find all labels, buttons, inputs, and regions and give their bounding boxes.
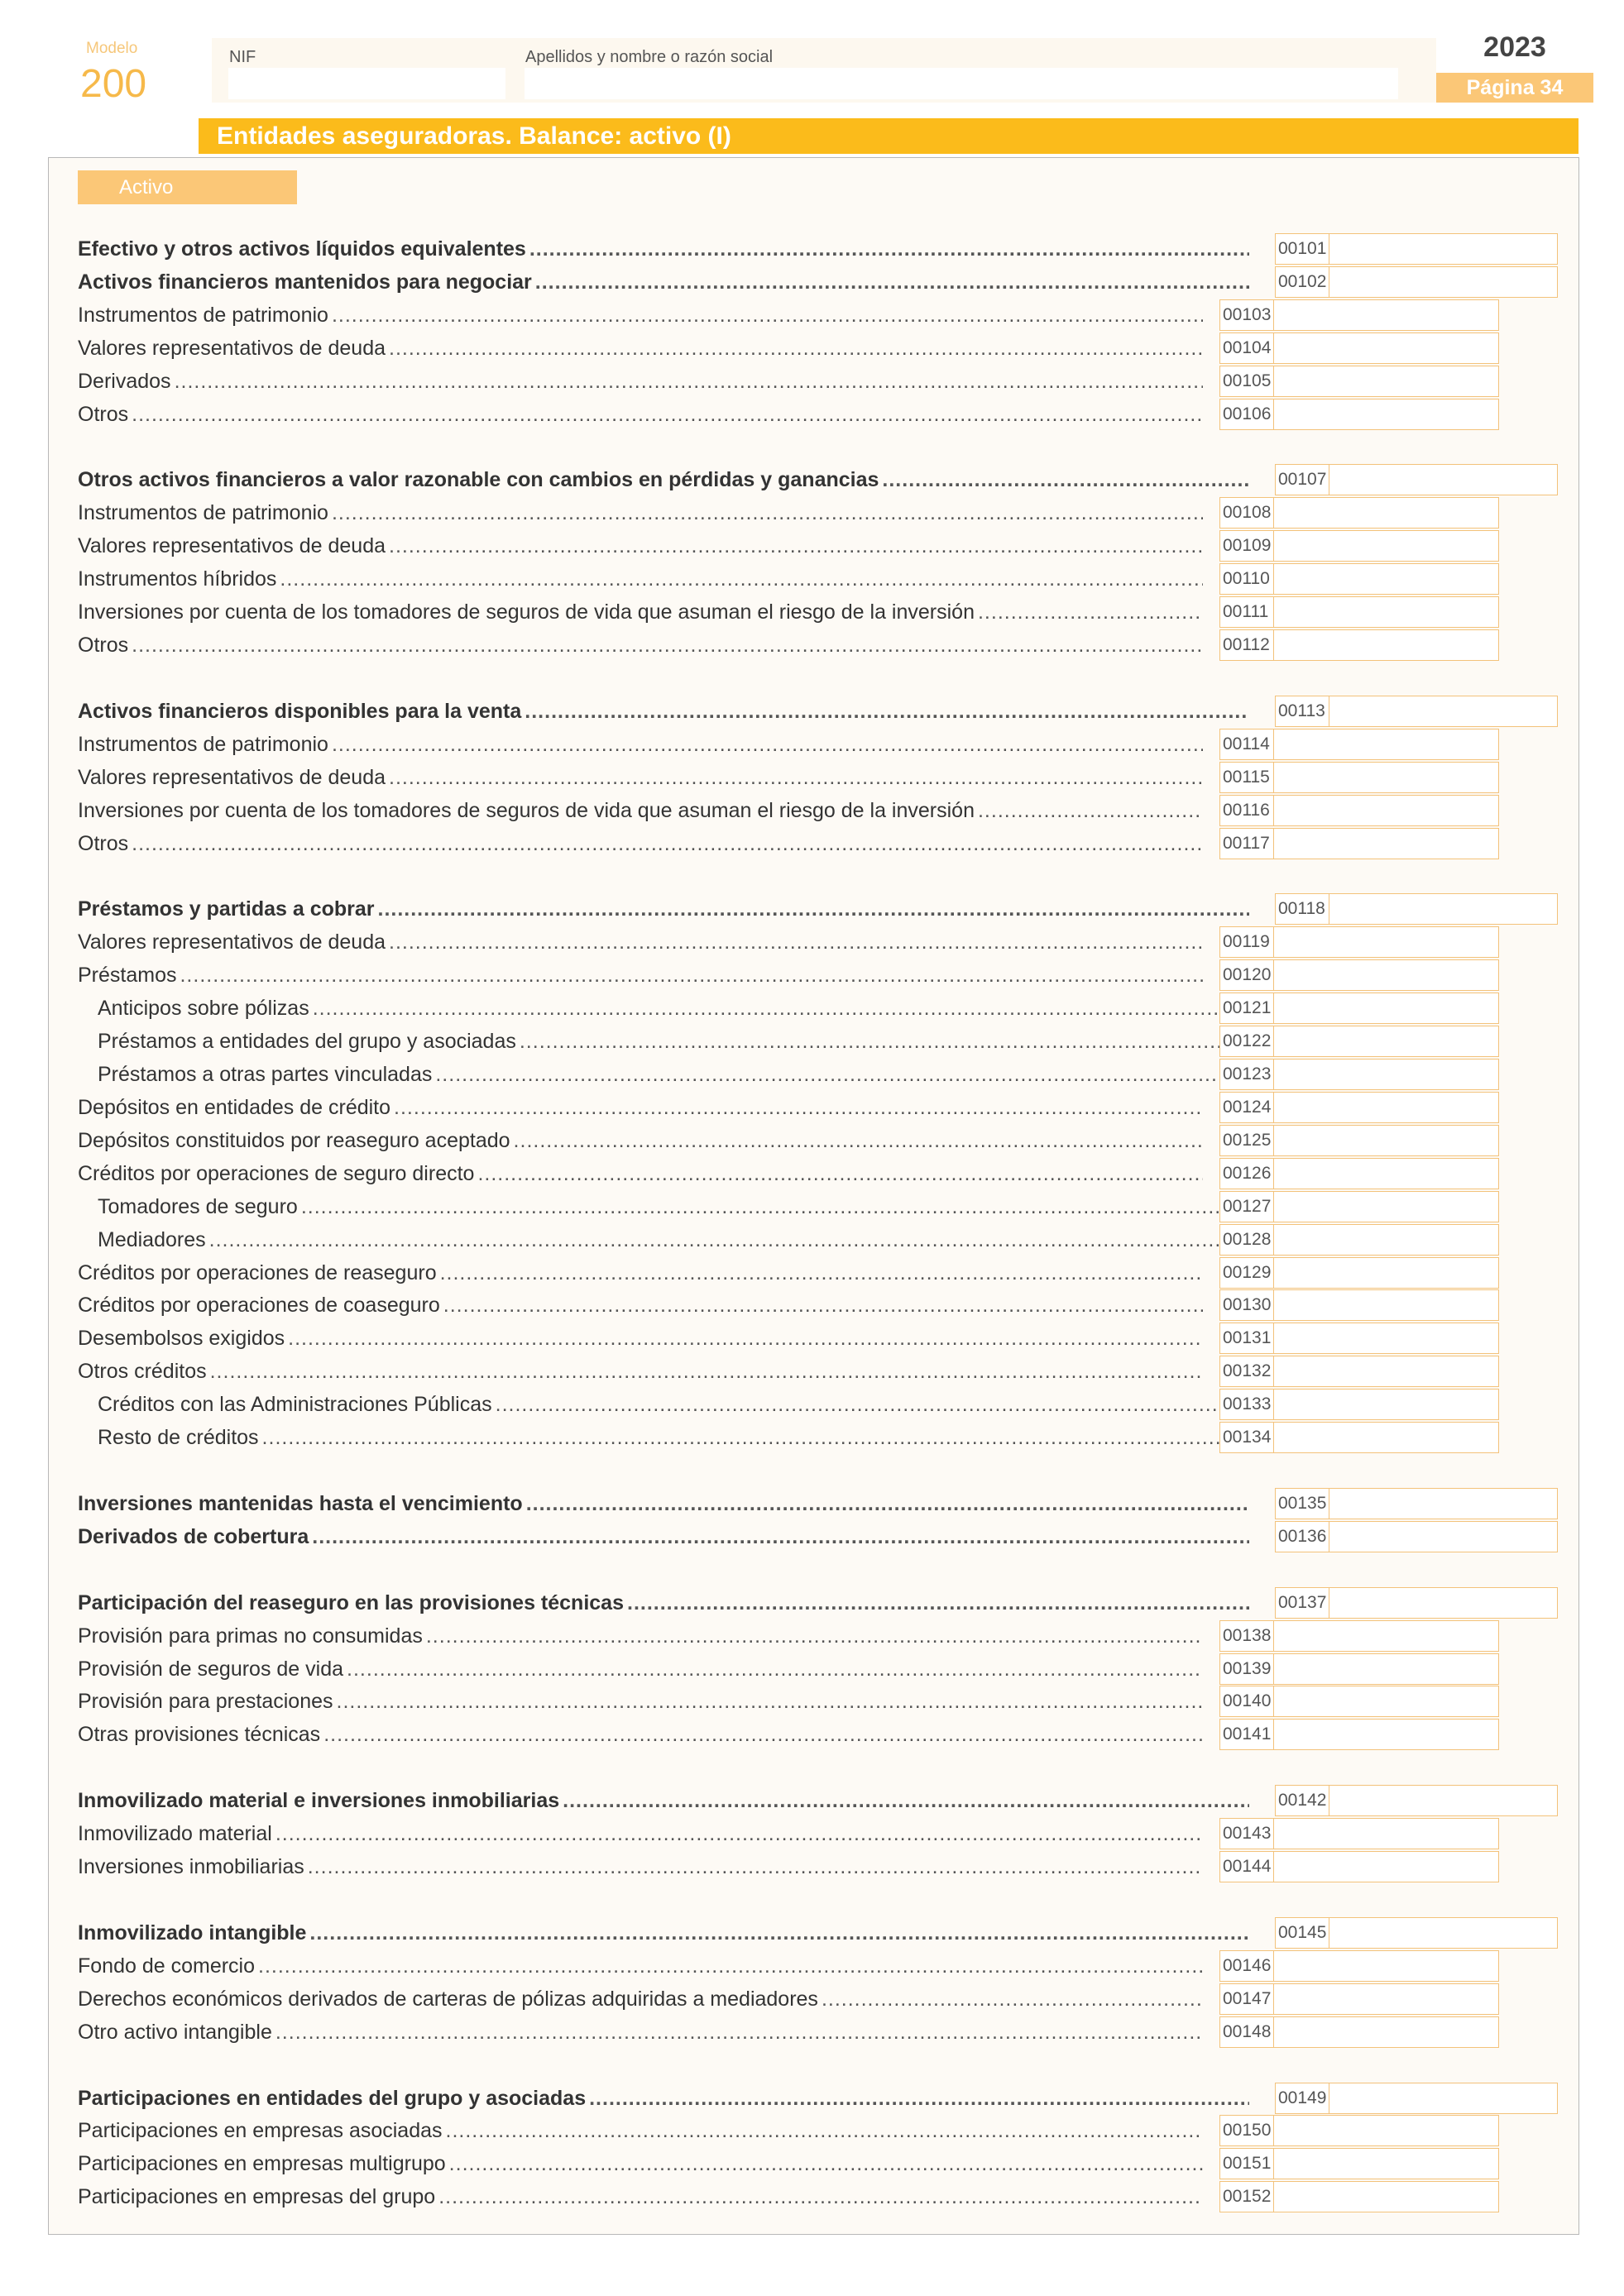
amount-field[interactable] <box>1274 497 1499 529</box>
amount-field[interactable] <box>1329 266 1558 298</box>
row-code: 00144 <box>1219 1851 1274 1882</box>
row-label <box>78 398 1203 431</box>
row-label-text: Otros <box>78 634 132 657</box>
form-row-00107 <box>0 463 1624 496</box>
form-row-00117 <box>0 827 1624 860</box>
row-label-text: Participaciones en empresas del grupo <box>78 2185 438 2208</box>
row-code: 00143 <box>1219 1818 1274 1849</box>
amount-field[interactable] <box>1274 2181 1499 2212</box>
row-label <box>78 232 1249 265</box>
row-label <box>78 365 1203 398</box>
row-label <box>78 2082 1249 2115</box>
amount-field[interactable] <box>1274 762 1499 793</box>
form-row-00109 <box>0 529 1624 562</box>
row-label-text: Otras provisiones técnicas <box>78 1723 323 1746</box>
row-code: 00146 <box>1219 1950 1274 1982</box>
amount-field[interactable] <box>1274 1356 1499 1387</box>
row-label-text: Préstamos y partidas a cobrar <box>78 897 378 921</box>
row-label-text: Inmovilizado intangible <box>78 1921 309 1944</box>
row-label <box>78 2180 1203 2213</box>
row-code: 00124 <box>1219 1092 1274 1123</box>
row-code: 00126 <box>1219 1158 1274 1189</box>
amount-field[interactable] <box>1274 563 1499 595</box>
amount-field[interactable] <box>1274 2115 1499 2146</box>
row-label-text: Valores representativos de deuda <box>78 766 389 789</box>
row-code: 00115 <box>1219 762 1274 793</box>
form-row-00120 <box>0 959 1624 992</box>
row-label-text: Préstamos <box>78 964 180 987</box>
row-code: 00145 <box>1275 1917 1329 1949</box>
row-label <box>78 1289 1203 1322</box>
form-row-00128 <box>0 1223 1624 1256</box>
row-label <box>78 2016 1203 2049</box>
amount-field[interactable] <box>1274 332 1499 364</box>
row-label <box>78 562 1203 596</box>
row-label-text: Inmovilizado material <box>78 1822 275 1845</box>
amount-field[interactable] <box>1274 2148 1499 2179</box>
amount-field[interactable] <box>1329 2083 1558 2114</box>
amount-field[interactable] <box>1274 1059 1499 1090</box>
row-label-text: Valores representativos de deuda <box>78 930 389 954</box>
form-row-00130 <box>0 1289 1624 1322</box>
row-label-text: Otro activo intangible <box>78 2021 275 2044</box>
row-label <box>98 1190 1223 1223</box>
row-label-text: Valores representativos de deuda <box>78 534 389 557</box>
row-label-text: Mediadores <box>98 1228 209 1251</box>
row-label-text: Inversiones por cuenta de los tomadores de seguros de vida que asuman el riesgo de la inversión <box>78 799 978 822</box>
row-code: 00120 <box>1219 959 1274 991</box>
row-label <box>78 1817 1203 1850</box>
row-code: 00119 <box>1219 926 1274 958</box>
amount-field[interactable] <box>1329 233 1558 265</box>
row-code: 00149 <box>1275 2083 1329 2114</box>
form-row-00135 <box>0 1487 1624 1520</box>
amount-field[interactable] <box>1329 1488 1558 1519</box>
form-row-00118 <box>0 892 1624 926</box>
row-label-text: Inmovilizado material e inversiones inmobiliarias <box>78 1789 563 1812</box>
row-code: 00134 <box>1219 1422 1274 1453</box>
row-code: 00113 <box>1275 696 1329 727</box>
row-label-text: Otros créditos <box>78 1360 210 1383</box>
row-code: 00123 <box>1219 1059 1274 1090</box>
amount-field[interactable] <box>1274 1653 1499 1685</box>
row-code: 00151 <box>1219 2148 1274 2179</box>
row-label <box>78 1322 1203 1355</box>
row-label-text: Tomadores de seguro <box>98 1195 301 1218</box>
amount-field[interactable] <box>1274 993 1499 1024</box>
row-label <box>78 794 1203 827</box>
form-row-00127 <box>0 1190 1624 1223</box>
row-label <box>78 827 1203 860</box>
amount-field[interactable] <box>1274 1289 1499 1321</box>
form-row-00147 <box>0 1983 1624 2016</box>
row-label <box>78 529 1203 562</box>
amount-field[interactable] <box>1274 399 1499 430</box>
row-label <box>98 1025 1223 1058</box>
form-row-00132 <box>0 1355 1624 1388</box>
amount-field[interactable] <box>1274 299 1499 331</box>
amount-field[interactable] <box>1274 1422 1499 1453</box>
row-code: 00110 <box>1219 563 1274 595</box>
row-label-text: Participaciones en empresas asociadas <box>78 2119 446 2142</box>
row-code: 00103 <box>1219 299 1274 331</box>
row-label <box>98 1421 1223 1454</box>
row-label-text: Otros <box>78 832 132 855</box>
row-code: 00131 <box>1219 1323 1274 1354</box>
row-label <box>78 299 1203 332</box>
form-row-00148 <box>0 2016 1624 2049</box>
row-label <box>78 332 1203 365</box>
row-label-text: Inversiones mantenidas hasta el vencimiento <box>78 1492 526 1515</box>
form-row-00142 <box>0 1784 1624 1817</box>
amount-field[interactable] <box>1274 1983 1499 2015</box>
row-label-text: Derivados <box>78 370 175 393</box>
row-code: 00117 <box>1219 828 1274 859</box>
amount-field[interactable] <box>1274 1257 1499 1289</box>
row-code: 00148 <box>1219 2016 1274 2048</box>
form-row-00110 <box>0 562 1624 596</box>
amount-field[interactable] <box>1274 1620 1499 1652</box>
row-label <box>98 1223 1223 1256</box>
form-row-00122 <box>0 1025 1624 1058</box>
row-label-text: Anticipos sobre pólizas <box>98 997 313 1020</box>
row-label <box>78 2114 1203 2147</box>
row-label-text: Instrumentos de patrimonio <box>78 501 332 524</box>
amount-field[interactable] <box>1329 1917 1558 1949</box>
amount-field[interactable] <box>1274 1950 1499 1982</box>
row-label <box>98 1058 1223 1091</box>
form-row-00138 <box>0 1619 1624 1653</box>
row-code: 00135 <box>1275 1488 1329 1519</box>
row-code: 00127 <box>1219 1191 1274 1222</box>
form-row-00137 <box>0 1586 1624 1619</box>
amount-field[interactable] <box>1274 629 1499 661</box>
form-row-00121 <box>0 992 1624 1025</box>
amount-field[interactable] <box>1329 1587 1558 1619</box>
row-label <box>78 1850 1203 1883</box>
form-row-00145 <box>0 1916 1624 1949</box>
form-row-00113 <box>0 695 1624 728</box>
amount-field[interactable] <box>1274 926 1499 958</box>
form-row-00141 <box>0 1718 1624 1751</box>
row-label <box>78 1091 1203 1124</box>
nombre-label: Apellidos y nombre o razón social <box>525 48 774 66</box>
row-code: 00116 <box>1219 795 1274 826</box>
row-label <box>78 1124 1203 1157</box>
form-row-00129 <box>0 1256 1624 1289</box>
row-code: 00140 <box>1219 1686 1274 1717</box>
row-code: 00129 <box>1219 1257 1274 1289</box>
form-row-00152 <box>0 2180 1624 2213</box>
row-label-text: Créditos con las Administraciones Públicas <box>98 1393 496 1416</box>
row-code: 00104 <box>1219 332 1274 364</box>
row-label <box>78 1718 1203 1751</box>
row-code: 00105 <box>1219 366 1274 397</box>
form-row-00106 <box>0 398 1624 431</box>
form-row-00126 <box>0 1157 1624 1190</box>
form-row-00125 <box>0 1124 1624 1157</box>
row-code: 00132 <box>1219 1356 1274 1387</box>
row-label <box>78 695 1249 728</box>
row-label <box>78 959 1203 992</box>
row-label <box>78 1685 1203 1718</box>
row-label-text: Otros activos financieros a valor razonable con cambios en pérdidas y ganancias <box>78 468 882 491</box>
form-year: 2023 <box>1483 31 1546 63</box>
row-label-text: Provisión para primas no consumidas <box>78 1624 426 1648</box>
row-label-text: Valores representativos de deuda <box>78 337 389 360</box>
row-label <box>78 265 1249 299</box>
amount-field[interactable] <box>1274 366 1499 397</box>
form-row-00101 <box>0 232 1624 265</box>
row-code: 00142 <box>1275 1785 1329 1816</box>
form-row-00108 <box>0 496 1624 529</box>
row-label-text: Desembolsos exigidos <box>78 1327 288 1350</box>
nif-label: NIF <box>229 48 256 66</box>
row-code: 00101 <box>1275 233 1329 265</box>
amount-field[interactable] <box>1274 2016 1499 2048</box>
page-title: Entidades aseguradoras. Balance: activo (I) <box>199 118 1578 154</box>
row-label <box>78 761 1203 794</box>
amount-field[interactable] <box>1274 1026 1499 1057</box>
row-code: 00141 <box>1219 1719 1274 1750</box>
form-row-00112 <box>0 629 1624 662</box>
amount-field[interactable] <box>1274 1851 1499 1882</box>
row-label <box>78 1520 1249 1553</box>
row-label-text: Derivados de cobertura <box>78 1525 312 1548</box>
row-label-text: Efectivo y otros activos líquidos equivalentes <box>78 237 529 261</box>
form-row-00150 <box>0 2114 1624 2147</box>
row-code: 00106 <box>1219 399 1274 430</box>
amount-field[interactable] <box>1274 1191 1499 1222</box>
row-label <box>78 728 1203 761</box>
row-label <box>98 992 1223 1025</box>
form-row-00144 <box>0 1850 1624 1883</box>
row-label <box>78 1619 1203 1653</box>
amount-field[interactable] <box>1274 1224 1499 1256</box>
row-label-text: Inversiones por cuenta de los tomadores de seguros de vida que asuman el riesgo de la inversión <box>78 600 978 624</box>
row-label <box>78 1916 1249 1949</box>
row-label-text: Provisión de seguros de vida <box>78 1657 347 1681</box>
amount-field[interactable] <box>1274 1719 1499 1750</box>
row-code: 00107 <box>1275 464 1329 495</box>
amount-field[interactable] <box>1274 1125 1499 1156</box>
amount-field[interactable] <box>1274 1389 1499 1420</box>
row-code: 00108 <box>1219 497 1274 529</box>
row-label <box>78 2147 1203 2180</box>
row-label-text: Instrumentos híbridos <box>78 567 280 591</box>
row-label-text: Depósitos en entidades de crédito <box>78 1096 394 1119</box>
amount-field[interactable] <box>1274 596 1499 628</box>
form-row-00146 <box>0 1949 1624 1983</box>
row-code: 00122 <box>1219 1026 1274 1057</box>
row-label <box>78 596 1203 629</box>
form-row-00143 <box>0 1817 1624 1850</box>
amount-field[interactable] <box>1274 530 1499 562</box>
row-label-text: Depósitos constituidos por reaseguro aceptado <box>78 1129 514 1152</box>
form-row-00103 <box>0 299 1624 332</box>
form-row-00115 <box>0 761 1624 794</box>
amount-field[interactable] <box>1329 696 1558 727</box>
row-label <box>78 1983 1203 2016</box>
row-code: 00137 <box>1275 1587 1329 1619</box>
row-code: 00121 <box>1219 993 1274 1024</box>
form-row-00151 <box>0 2147 1624 2180</box>
row-label-text: Fondo de comercio <box>78 1954 258 1978</box>
row-label <box>78 926 1203 959</box>
row-label <box>78 1653 1203 1686</box>
row-code: 00112 <box>1219 629 1274 661</box>
amount-field[interactable] <box>1329 464 1558 495</box>
form-row-00133 <box>0 1388 1624 1421</box>
row-label-text: Activos financieros disponibles para la venta <box>78 700 525 723</box>
row-label <box>78 1784 1249 1817</box>
row-label-text: Créditos por operaciones de seguro directo <box>78 1162 477 1185</box>
form-row-00131 <box>0 1322 1624 1355</box>
row-code: 00138 <box>1219 1620 1274 1652</box>
form-row-00149 <box>0 2082 1624 2115</box>
amount-field[interactable] <box>1274 795 1499 826</box>
form-row-00111 <box>0 596 1624 629</box>
row-label-text: Créditos por operaciones de coaseguro <box>78 1294 443 1317</box>
row-code: 00130 <box>1219 1289 1274 1321</box>
modelo-number: 200 <box>80 62 147 106</box>
row-code: 00147 <box>1219 1983 1274 2015</box>
form-row-00116 <box>0 794 1624 827</box>
row-label-text: Préstamos a otras partes vinculadas <box>98 1063 435 1086</box>
row-code: 00102 <box>1275 266 1329 298</box>
row-label <box>98 1388 1223 1421</box>
form-row-00102 <box>0 265 1624 299</box>
amount-field[interactable] <box>1274 1158 1499 1189</box>
form-row-00104 <box>0 332 1624 365</box>
amount-field[interactable] <box>1274 959 1499 991</box>
row-code: 00139 <box>1219 1653 1274 1685</box>
amount-field[interactable] <box>1329 893 1558 925</box>
row-label-text: Inversiones inmobiliarias <box>78 1855 308 1878</box>
form-row-00123 <box>0 1058 1624 1091</box>
row-code: 00150 <box>1219 2115 1274 2146</box>
row-label <box>78 1157 1203 1190</box>
form-row-00124 <box>0 1091 1624 1124</box>
form-row-00140 <box>0 1685 1624 1718</box>
row-label-text: Créditos por operaciones de reaseguro <box>78 1261 440 1284</box>
row-label <box>78 892 1249 926</box>
row-code: 00111 <box>1219 596 1274 628</box>
page-badge: Página 34 <box>1436 73 1593 103</box>
amount-field[interactable] <box>1329 1521 1558 1552</box>
amount-field[interactable] <box>1274 1092 1499 1123</box>
row-code: 00114 <box>1219 729 1274 760</box>
row-label-text: Préstamos a entidades del grupo y asociadas <box>98 1030 520 1053</box>
row-label <box>78 1256 1203 1289</box>
form-row-00105 <box>0 365 1624 398</box>
amount-field[interactable] <box>1329 1785 1558 1816</box>
amount-field[interactable] <box>1274 729 1499 760</box>
row-code: 00133 <box>1219 1389 1274 1420</box>
row-label-text: Provisión para prestaciones <box>78 1690 337 1713</box>
form-row-00134 <box>0 1421 1624 1454</box>
row-label <box>78 463 1249 496</box>
row-code: 00109 <box>1219 530 1274 562</box>
row-label-text: Instrumentos de patrimonio <box>78 733 332 756</box>
row-code: 00136 <box>1275 1521 1329 1552</box>
row-code: 00118 <box>1275 893 1329 925</box>
form-row-00114 <box>0 728 1624 761</box>
row-code: 00125 <box>1219 1125 1274 1156</box>
section-tab-activo: Activo <box>78 170 297 204</box>
row-label <box>78 629 1203 662</box>
amount-field[interactable] <box>1274 828 1499 859</box>
row-code: 00152 <box>1219 2181 1274 2212</box>
amount-field[interactable] <box>1274 1818 1499 1849</box>
row-label <box>78 1487 1249 1520</box>
row-label <box>78 1949 1203 1983</box>
row-label-text: Activos financieros mantenidos para negociar <box>78 270 535 294</box>
row-label <box>78 1355 1203 1388</box>
form-row-00136 <box>0 1520 1624 1553</box>
row-label-text: Resto de créditos <box>98 1426 262 1449</box>
form-row-00139 <box>0 1653 1624 1686</box>
row-label-text: Derechos económicos derivados de carteras de pólizas adquiridas a mediadores <box>78 1987 822 2011</box>
row-label <box>78 1586 1249 1619</box>
row-label-text: Participaciones en empresas multigrupo <box>78 2152 449 2175</box>
form-row-00119 <box>0 926 1624 959</box>
row-code: 00128 <box>1219 1224 1274 1256</box>
modelo-label: Modelo <box>86 40 138 57</box>
row-label-text: Participación del reaseguro en las provisiones técnicas <box>78 1591 627 1614</box>
row-label-text: Participaciones en entidades del grupo y asociadas <box>78 2087 589 2110</box>
amount-field[interactable] <box>1274 1686 1499 1717</box>
row-label-text: Instrumentos de patrimonio <box>78 304 332 327</box>
amount-field[interactable] <box>1274 1323 1499 1354</box>
row-label-text: Otros <box>78 403 132 426</box>
row-label <box>78 496 1203 529</box>
